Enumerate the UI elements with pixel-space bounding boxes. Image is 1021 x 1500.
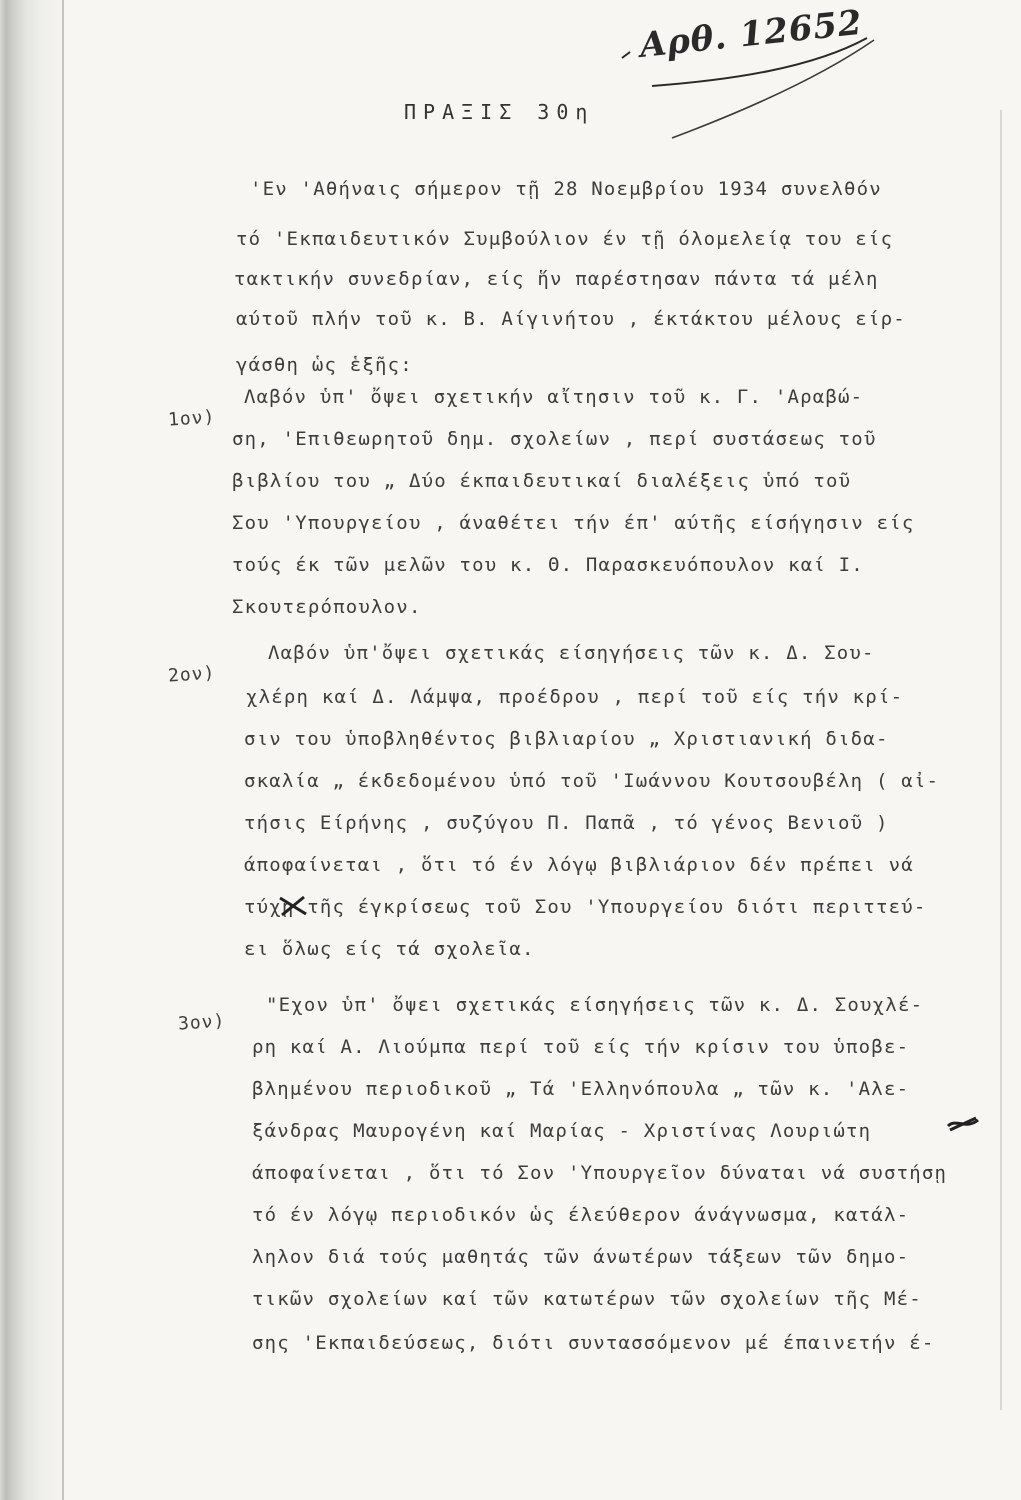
- archive-number: Αρθ. 12652: [637, 2, 865, 66]
- item-line: ρη καί Α. Λιούμπα περί τοῦ είς τήν κρίσιν του ὑποβε-: [252, 1036, 910, 1058]
- binding-edge: [0, 0, 64, 1500]
- item-line: ληλον διά τούς μαθητάς τῶν άνωτέρων τάξεων τῶν δημο-: [252, 1246, 910, 1268]
- intro-line: αύτοῦ πλήν τοῦ κ. Β. Αίγινήτου , έκτάκτου μέλους είρ-: [236, 308, 906, 330]
- item-line: ση, 'Επιθεωρητοῦ δημ. σχολείων , περί συστάσεως τοῦ: [232, 428, 877, 450]
- item-line: βιβλίου του „ Δύο έκπαιδευτικαί διαλέξεις ὑπό τοῦ: [232, 470, 852, 492]
- item-line: τύχῃ τῆς έγκρίσεως τοῦ Σου 'Υπουργείου διότι περιττεύ-: [244, 896, 927, 918]
- item-line: χλέρη καί Δ. Λάμψα, προέδρου , περί τοῦ είς τήν κρί-: [246, 686, 904, 708]
- item-line: Σου 'Υπουργείου , άναθέτει τήν έπ' αύτῆς είσήγησιν είς: [232, 512, 915, 534]
- item-line: τό έν λόγῳ περιοδικόν ὡς έλεύθερον άνάγνωσμα, κατάλ-: [252, 1204, 910, 1226]
- item-line: ει ὅλως είς τά σχολεῖα.: [244, 938, 535, 960]
- page-title: ΠΡΑΞΙΣ 30η: [404, 100, 595, 124]
- item-line: βλημένου περιοδικοῦ „ Τά 'Ελληνόπουλα „ τῶν κ. 'Αλε-: [252, 1078, 910, 1100]
- item-line: τήσις Είρήνης , συζύγου Π. Παπᾶ , τό γένος Βενιοῦ ): [244, 812, 889, 834]
- ink-correction-mark: [276, 894, 310, 918]
- item-line: τούς έκ τῶν μελῶν του κ. Θ. Παρασκευόπουλον καί Ι.: [232, 554, 864, 576]
- item-line: Λαβόν ὑπ'ὄψει σχετικάς είσηγήσεις τῶν κ. Δ. Σου-: [268, 642, 875, 664]
- item-line: ξάνδρας Μαυρογένη καί Μαρίας - Χριστίνας Λουριώτη: [252, 1120, 872, 1142]
- item-number: 3ον): [177, 1010, 227, 1035]
- binding-line: [62, 0, 64, 1500]
- intro-line: τό 'Εκπαιδευτικόν Συμβούλιον έν τῇ όλομελείᾳ του είς: [236, 228, 894, 250]
- item-line: σκαλία „ έκδεδομένου ὑπό τοῦ 'Ιωάννου Κουτσουβέλη ( αἰ-: [244, 770, 940, 792]
- item-number: 1ον): [167, 406, 217, 431]
- item-line: άποφαίνεται , ὅτι τό έν λόγῳ βιβλιάριον δέν πρέπει νά: [244, 854, 914, 876]
- item-line: σης 'Εκπαιδεύσεως, διότι συντασσόμενον μέ έπαινετήν έ-: [252, 1332, 935, 1354]
- item-line: "Εχον ὑπ' ὄψει σχετικάς είσηγήσεις τῶν κ. Δ. Σουχλέ-: [266, 994, 924, 1016]
- ink-strikeout-mark: [946, 1112, 980, 1136]
- item-line: σιν του ὑποβληθέντος βιβλιαρίου „ Χριστιανική διδα-: [244, 728, 889, 750]
- intro-line: 'Εν 'Αθήναις σήμερον τῇ 28 Νοεμβρίου 1934 συνελθόν: [250, 178, 882, 200]
- intro-line: τακτικήν συνεδρίαν, είς ἥν παρέστησαν πάντα τά μέλη: [234, 268, 879, 290]
- item-line: Λαβόν ὑπ' ὄψει σχετικήν αἴτησιν τοῦ κ. Γ. 'Αραβώ-: [244, 386, 864, 408]
- margin-line: [1000, 110, 1002, 1410]
- item-number: 2ον): [167, 662, 217, 687]
- item-line: άποφαίνεται , ὅτι τό Σον 'Υπουργεῖον δύναται νά συστήσῃ: [252, 1162, 948, 1184]
- item-line: Σκουτερόπουλον.: [232, 596, 422, 618]
- intro-line: γάσθη ὡς ἑξῆς:: [236, 354, 413, 376]
- item-line: τικῶν σχολείων καί τῶν κατωτέρων τῶν σχολείων τῆς Μέ-: [252, 1288, 922, 1310]
